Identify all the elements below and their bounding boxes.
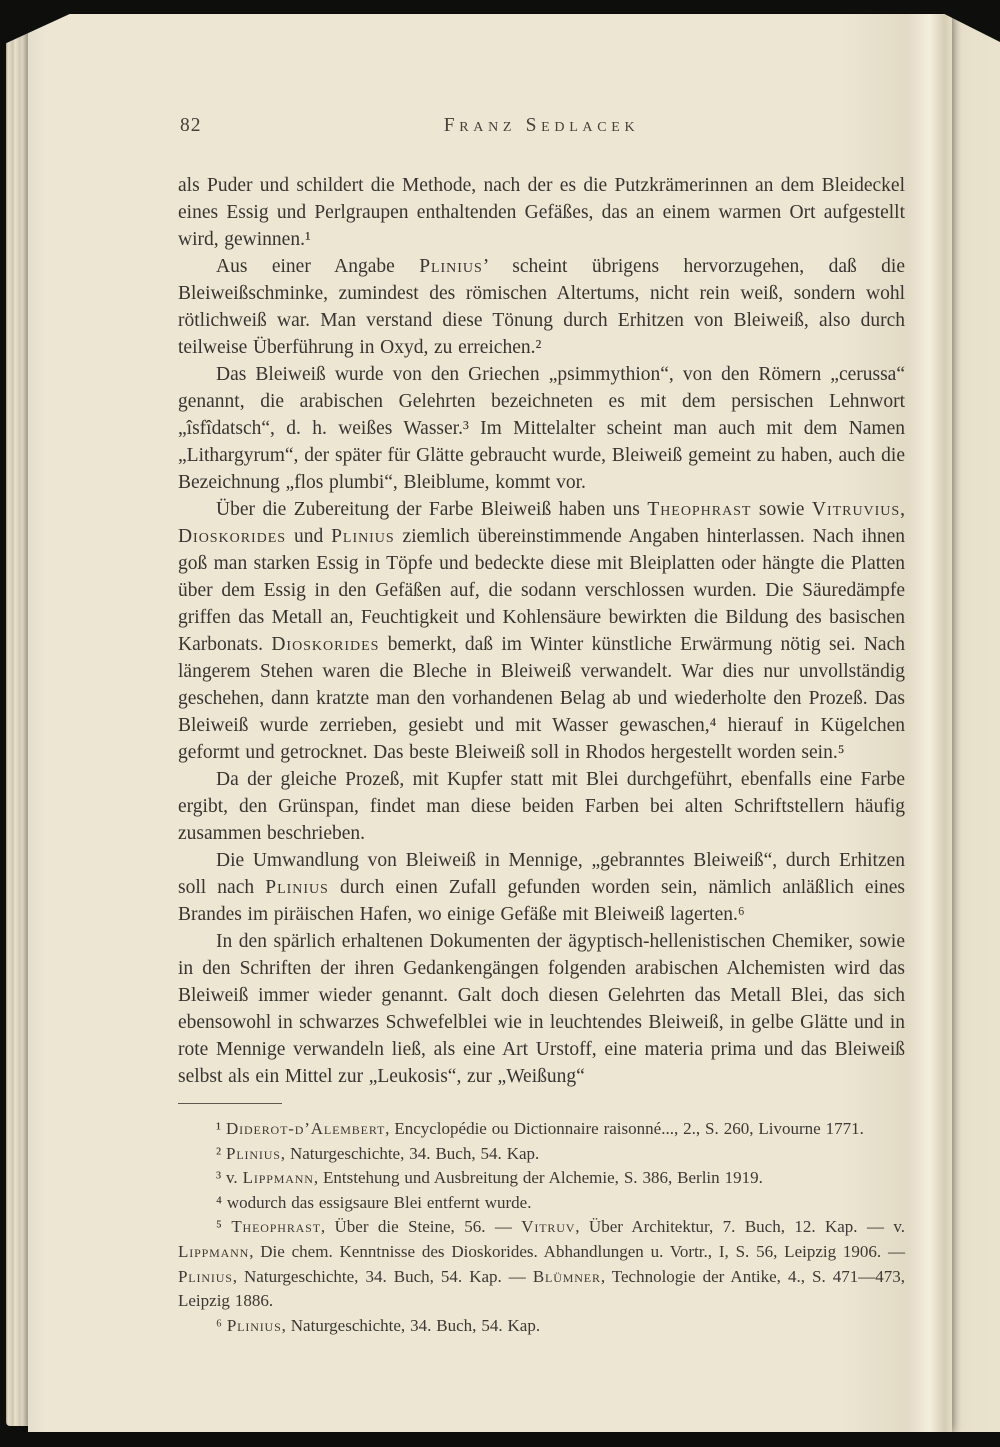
paragraph: Über die Zubereitung der Farbe Bleiweiß haben uns Theophrast sowie Vitruvius, Dioskorides und Plinius ziemlich übereinstimmende Angaben hinterlassen. Nach ihnen goß man starken Essig in Töpfe und bedeckte diese mit Bleiplatten oder hängte die Platten über dem Essig in den Gefäßen auf, die sodann verschlossen wurden. Die Säuredämpfe griffen das Metall an, Feuchtigkeit und Kohlensäure bewirkten die Bildung des basischen Karbonats. Dioskorides bemerkt, daß im Winter künstliche Erwärmung nötig sei. Nach längerem Stehen waren die Bleche in Bleiweiß verwandelt. War dies nur unvollständig geschehen, dann kratzte man den vorhandenen Belag ab und wiederholte den Prozeß. Das Bleiweiß wurde zerrieben, gesiebt und mit Wasser gewaschen,⁴ hierauf in Kügelchen geformt und getrocknet. Das beste Bleiweiß soll in Rhodos hergestellt worden sein.⁵ xyxy=(178,499,906,763)
footnotes xyxy=(178,1117,905,1338)
footnote-item: ¹ Diderot-d’Alembert, Encyclopédie ou Dictionnaire raisonné..., 2., S. 260, Livourne 1771. xyxy=(216,1119,864,1138)
footnote-item: ⁴ wodurch das essigsaure Blei entfernt wurde. xyxy=(216,1192,532,1212)
paragraph: In den spärlich erhaltenen Dokumenten der ägyptisch-hellenistischen Chemiker, sowie in den Schriften der ihren Gedankengängen folgenden arabischen Alchemisten wird das Bleiweiß immer wieder genannt. Galt doch diesen Gelehrten das Metall Blei, das sich ebensowohl in schwarzes Schwefelblei wie in leuchtendes Bleiweiß, in gelbe Glätte und in rote Mennige verwandeln ließ, als eine Art Urstoff, eine materia prima und das Bleiweiß selbst als ein Mittel zur „Leukosis“, zur „Weißung“ xyxy=(178,931,905,1087)
paragraph: Das Bleiweiß wurde von den Griechen „psimmythion“, von den Römern „cerussa“ genannt, die arabischen Gelehrten bezeichneten es mit dem persischen Lehnwort „îsfîdatsch“, d. h. weißes Wasser.³ Im Mittelalter scheint man auch mit dem Namen „Lithargyrum“, der später für Glätte gebraucht wurde, Bleiweiß gemeint zu haben, auch die Bezeichnung „flos plumbi“, Bleiblume, kommt vor. xyxy=(178,364,905,493)
scan-border-bottom xyxy=(0,1432,1000,1447)
paragraph: Die Umwandlung von Bleiweiß in Mennige, „gebranntes Bleiweiß“, durch Erhitzen soll nach Plinius durch einen Zufall gefunden worden sein, nämlich anläßlich eines Brandes im piräischen Hafen, wo einige Gefäße mit Bleiweiß lagerten.⁶ xyxy=(178,850,905,925)
page-number: 82 xyxy=(180,115,202,136)
paragraph: als Puder und schildert die Methode, nach der es die Putzkrämerinnen an dem Bleideckel eines Essig und Perlgraupen enthaltenden Gefäßes, das an einem warmen Ort aufgestellt wird, gewinnen.¹ xyxy=(178,175,905,250)
running-header-author: Franz Sedlacek xyxy=(443,115,640,136)
running-header xyxy=(178,114,905,138)
scan-border-top xyxy=(0,0,1000,13)
page-content xyxy=(28,14,952,1432)
footnote-separator xyxy=(178,1103,282,1104)
footnote-item: ⁵ Theophrast, Über die Steine, 56. — Vitruv, Über Architektur, 7. Buch, 12. Kap. — v. Lippmann, Die chem. Kenntnisse des Dioskorides. Abhandlungen u. Vortr., I, S. 56, Leipzig 1906. — Plinius, Naturgeschichte, 34. Buch, 54. Kap. — Blümner, Technologie der Antike, 4., S. 471—473, Leipzig 1886. xyxy=(178,1217,905,1311)
footnote-item: ⁶ Plinius, Naturgeschichte, 34. Buch, 54. Kap. xyxy=(216,1315,541,1335)
book-page xyxy=(28,14,952,1432)
paragraph: Da der gleiche Prozeß, mit Kupfer statt mit Blei durchgeführt, ebenfalls eine Farbe ergibt, den Grünspan, findet man diese beiden Farben bei alten Schriftstellern häufig zusammen beschrieben. xyxy=(178,769,905,844)
body-text xyxy=(178,172,905,1090)
adjacent-page-edge xyxy=(946,10,1000,1438)
footnote-item: ² Plinius, Naturgeschichte, 34. Buch, 54. Kap. xyxy=(216,1143,540,1163)
footnote-item: ³ v. Lippmann, Entstehung und Ausbreitung der Alchemie, S. 386, Berlin 1919. xyxy=(216,1168,763,1188)
paragraph: Aus einer Angabe Plinius’ scheint übrigens hervorzugehen, daß die Bleiweißschminke, zumindest des römischen Altertums, nicht rein weiß, sondern wohl rötlichweiß war. Man verstand diese Tönung durch Erhitzen von Bleiweiß, also durch teilweise Überführung in Oxyd, zu erreichen.² xyxy=(178,256,905,358)
